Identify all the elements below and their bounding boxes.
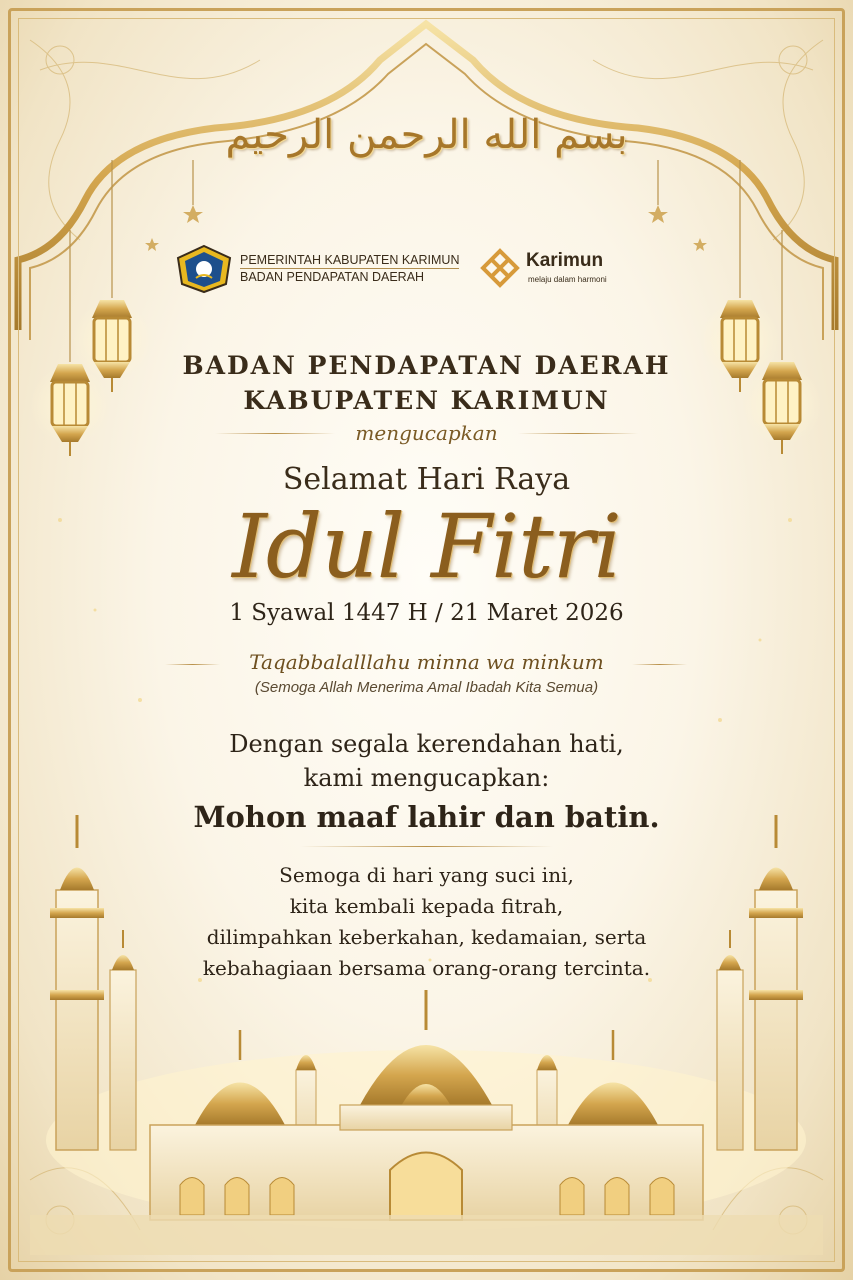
mengucapkan-text: mengucapkan xyxy=(355,421,498,445)
humble-text xyxy=(0,727,853,795)
divider-center xyxy=(300,846,553,847)
wish-line4: kebahagiaan bersama orang-orang tercinta. xyxy=(202,956,651,980)
main-title: Idul Fitri xyxy=(232,495,621,598)
wish-text xyxy=(0,860,853,984)
government-line1: PEMERINTAH KABUPATEN KARIMUN xyxy=(240,253,460,267)
karimun-brand-icon xyxy=(480,248,520,288)
wish-line1: Semoga di hari yang suci ini, xyxy=(279,863,574,887)
organization-line2: KABUPATEN KARIMUN xyxy=(243,386,610,415)
humble-line1: Dengan segala kerendahan hati, xyxy=(229,730,624,758)
wish-line3: dilimpahkan keberkahan, kedamaian, serta xyxy=(206,925,647,949)
humble-line2: kami mengucapkan: xyxy=(303,764,550,792)
apology-text: Mohon maaf lahir dan batin. xyxy=(193,800,660,834)
wish-line2: kita kembali kepada fitrah, xyxy=(289,894,564,918)
regency-emblem-icon xyxy=(176,244,232,294)
prayer-text: Taqabbalalllahu minna wa minkum xyxy=(249,650,604,674)
organization-line1: BADAN PENDAPATAN DAERAH xyxy=(182,351,671,380)
prayer-translation: (Semoga Allah Menerima Amal Ibadah Kita Semua) xyxy=(254,679,599,696)
brand-name: Karimun xyxy=(526,250,604,271)
inner-border xyxy=(18,18,835,1262)
logo-row xyxy=(176,244,656,294)
date-text: 1 Syawal 1447 H / 21 Maret 2026 xyxy=(229,600,624,626)
government-text xyxy=(240,252,459,285)
greeting-text: Selamat Hari Raya xyxy=(282,462,571,497)
government-line2: BADAN PENDAPATAN DAERAH xyxy=(240,270,425,284)
bismillah-calligraphy: بسم الله الرحمن الرحيم xyxy=(225,112,628,158)
brand-tagline: melaju dalam harmoni xyxy=(528,275,607,284)
organization-title xyxy=(0,348,853,418)
